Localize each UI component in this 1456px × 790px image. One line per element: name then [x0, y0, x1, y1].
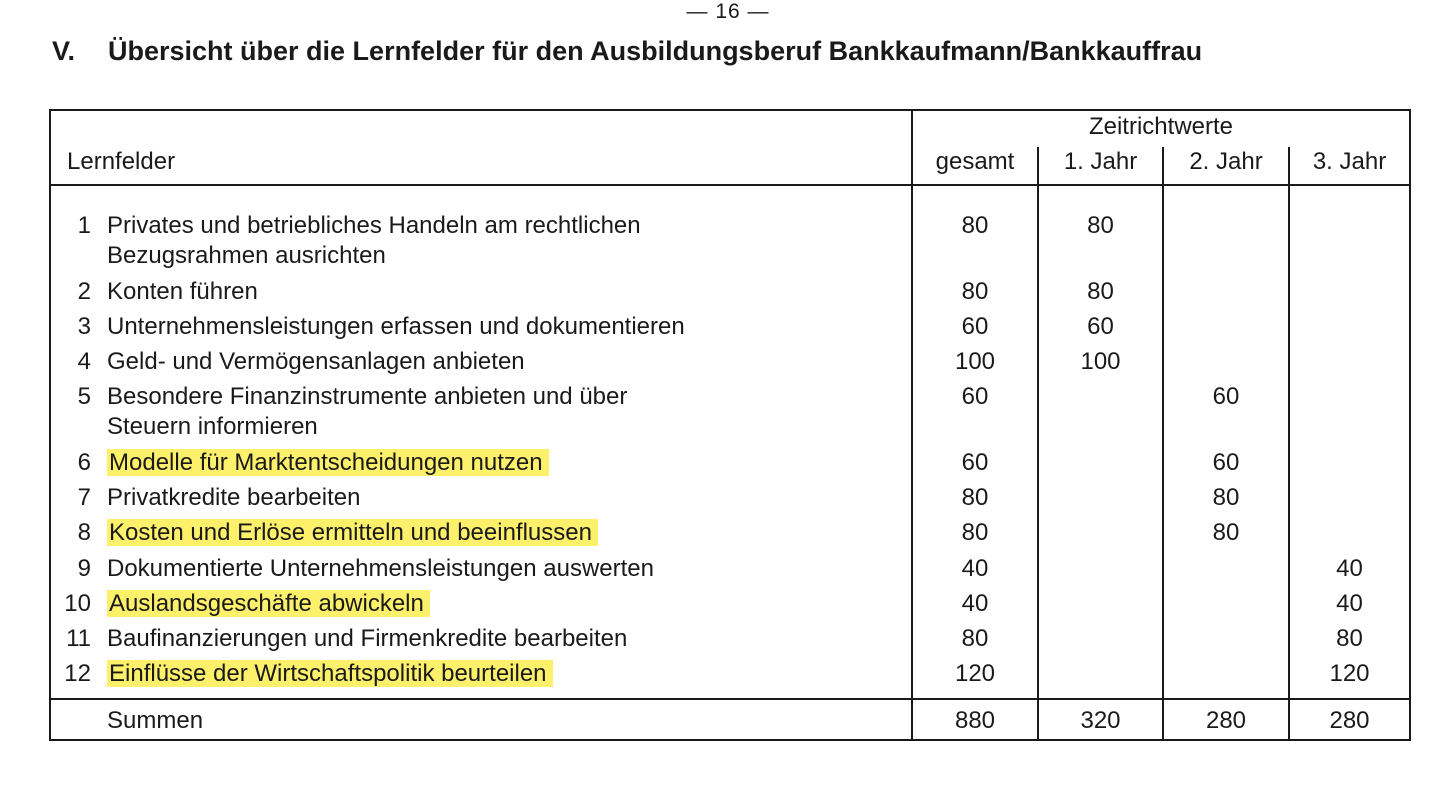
heading-number: V. — [52, 36, 76, 66]
page-number: — 16 — — [686, 0, 770, 23]
lernfeld-title-text: Privates und betriebliches Handeln am rechtlichen — [107, 212, 641, 239]
lernfeld-title-text: Besondere Finanzinstrumente anbieten und über — [107, 383, 628, 410]
cell-jahr3: 40 — [1336, 590, 1363, 617]
totals-jahr3: 280 — [1329, 707, 1370, 734]
lernfeld-title-continued: Steuern informieren — [107, 413, 318, 440]
cell-jahr3: 80 — [1336, 625, 1363, 652]
col-divider-jahr1 — [1162, 147, 1164, 739]
totals-jahr1: 320 — [1080, 707, 1121, 734]
page-heading — [52, 36, 1202, 67]
lernfeld-title-text: Privatkredite bearbeiten — [107, 484, 361, 511]
lernfeld-title-text: Kosten und Erlöse ermitteln und beeinflussen — [107, 519, 598, 546]
lernfeld-title-text: Modelle für Marktentscheidungen nutzen — [107, 449, 549, 476]
lernfeld-title — [107, 382, 627, 412]
lernfeld-title — [107, 277, 258, 307]
lernfeld-number: 2 — [77, 278, 91, 305]
header-jahr3: 3. Jahr — [1312, 148, 1387, 175]
lernfeld-number: 3 — [77, 313, 91, 340]
lernfeld-title — [107, 554, 654, 584]
cell-gesamt: 80 — [961, 484, 989, 511]
header-divider — [51, 184, 1409, 186]
lernfeld-title-text: Einflüsse der Wirtschaftspolitik beurteilen — [107, 660, 553, 687]
cell-gesamt: 80 — [961, 519, 989, 546]
totals-divider — [51, 698, 1409, 700]
lernfeld-number: 12 — [64, 660, 91, 687]
zeitrichtwerte-header: Zeitrichtwerte — [1088, 113, 1234, 140]
lernfeld-title — [107, 312, 685, 342]
totals-label: Summen — [107, 707, 204, 734]
cell-gesamt: 120 — [954, 660, 996, 687]
cell-jahr1: 80 — [1087, 212, 1114, 239]
cell-gesamt: 80 — [961, 625, 989, 652]
cell-jahr1: 80 — [1087, 278, 1114, 305]
header-gesamt: gesamt — [935, 148, 1015, 175]
cell-gesamt: 60 — [961, 449, 989, 476]
header-jahr2: 2. Jahr — [1189, 148, 1263, 175]
lernfeld-number: 5 — [77, 383, 91, 410]
cell-jahr1: 60 — [1087, 313, 1114, 340]
lernfeld-number: 8 — [77, 519, 91, 546]
heading-title: Übersicht über die Lernfelder für den Ausbildungsberuf Bankkaufmann/Bankkauffrau — [108, 36, 1203, 66]
header-jahr1: 1. Jahr — [1063, 148, 1138, 175]
cell-gesamt: 40 — [961, 590, 989, 617]
lernfelder-table — [49, 109, 1411, 741]
cell-gesamt: 60 — [961, 383, 989, 410]
lernfeld-number: 7 — [77, 484, 91, 511]
lernfeld-title-continued: Bezugsrahmen ausrichten — [107, 242, 386, 269]
lernfeld-title — [107, 211, 641, 241]
lernfeld-title-text: Geld- und Vermögensanlagen anbieten — [107, 348, 525, 375]
lernfeld-number: 1 — [77, 212, 91, 239]
lernfeld-title-text: Auslandsgeschäfte abwickeln — [107, 590, 430, 617]
totals-jahr2: 280 — [1205, 707, 1247, 734]
lernfeld-title-text: Unternehmensleistungen erfassen und dokumentieren — [107, 313, 685, 340]
cell-jahr1: 100 — [1080, 348, 1121, 375]
lernfeld-title-text: Konten führen — [107, 278, 258, 305]
lernfeld-title-text: Baufinanzierungen und Firmenkredite bearbeiten — [107, 625, 628, 652]
cell-jahr2: 80 — [1212, 484, 1240, 511]
cell-gesamt: 60 — [961, 313, 989, 340]
lernfeld-title — [107, 624, 627, 654]
lernfeld-title — [107, 518, 598, 548]
cell-gesamt: 40 — [961, 555, 989, 582]
lernfeld-title — [107, 483, 360, 513]
cell-jahr3: 120 — [1329, 660, 1370, 687]
cell-jahr2: 60 — [1212, 449, 1240, 476]
cell-jahr2: 80 — [1212, 519, 1240, 546]
cell-jahr2: 60 — [1212, 383, 1240, 410]
lernfeld-title — [107, 347, 525, 377]
lernfeld-title — [107, 448, 549, 478]
totals-gesamt: 880 — [954, 707, 996, 734]
lernfeld-title — [107, 589, 430, 619]
cell-jahr3: 40 — [1336, 555, 1363, 582]
lernfeld-number: 4 — [77, 348, 91, 375]
lernfeld-title — [107, 659, 553, 689]
cell-gesamt: 80 — [961, 278, 989, 305]
lernfeld-number: 11 — [66, 625, 91, 652]
cell-gesamt: 100 — [954, 348, 996, 375]
lernfeld-number: 10 — [64, 590, 91, 617]
lernfeld-number: 6 — [77, 449, 91, 476]
header-lernfelder: Lernfelder — [67, 148, 176, 175]
lernfeld-title-text: Dokumentierte Unternehmensleistungen auswerten — [107, 555, 654, 582]
lernfeld-number: 9 — [77, 555, 91, 582]
cell-gesamt: 80 — [961, 212, 989, 239]
